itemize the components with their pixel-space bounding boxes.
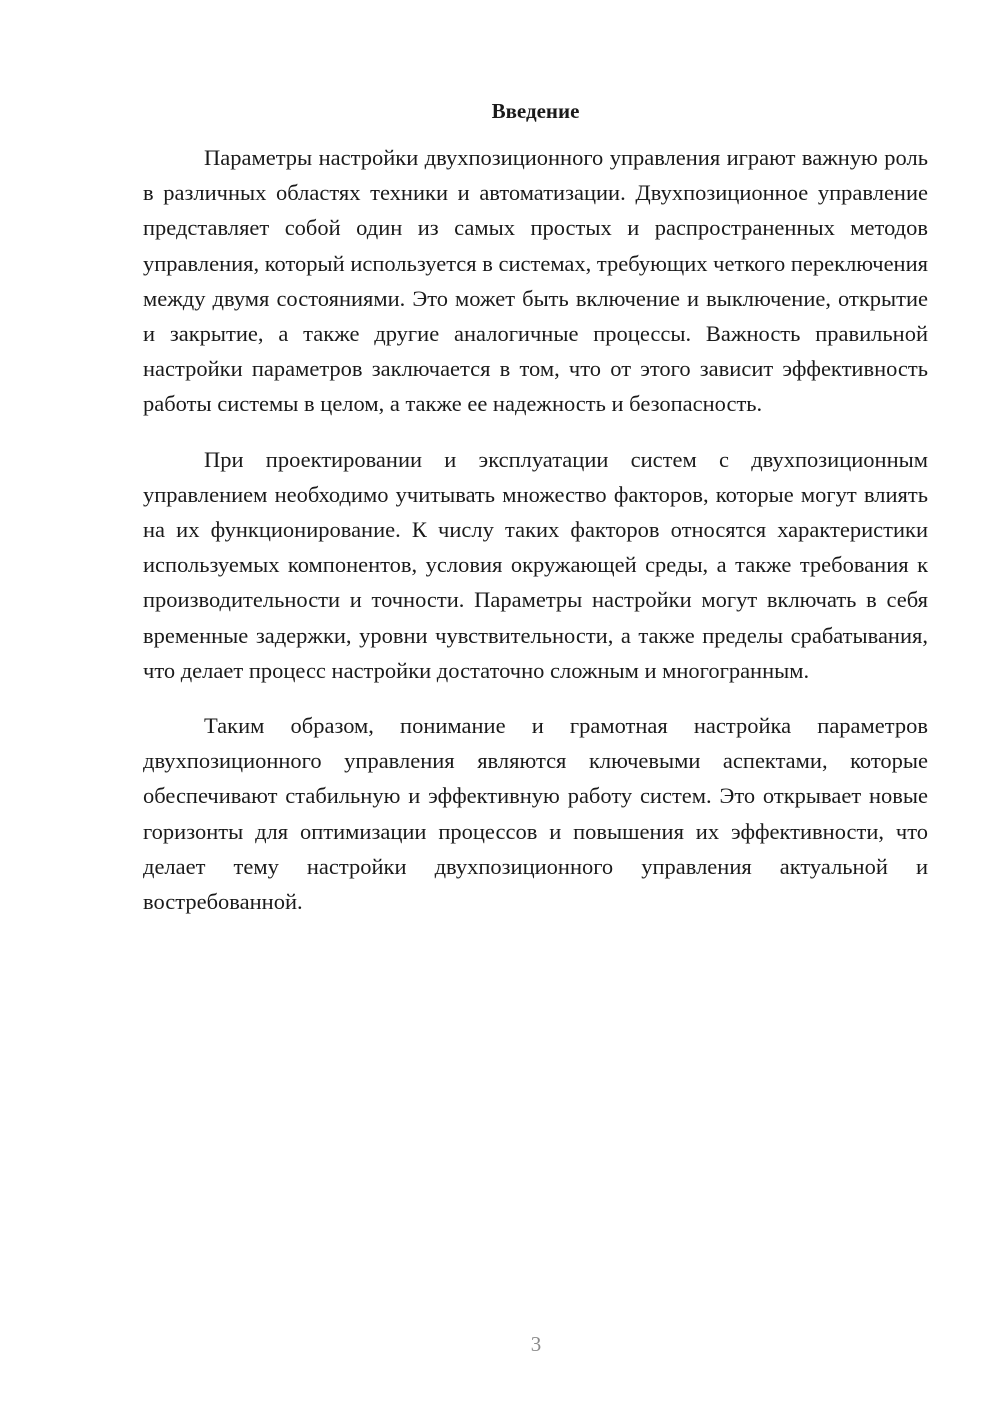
body-text [143, 140, 928, 939]
page-title: Введение [491, 99, 580, 123]
paragraph-2: При проектировании и эксплуатации систем с двухпозиционным управлением необходимо учитывать множество факторов, которые могут влиять на их функционирование. К числу таких факторов относятся характеристики используемых компонентов, условия окружающей среды, а также требования к производительности и точности. Параметры настройки могут включать в себя временные задержки, уровни чувствительности, а также пределы срабатывания, что делает процесс настройки достаточно сложным и многогранным. [143, 446, 928, 683]
paragraph-3: Таким образом, понимание и грамотная настройка параметров двухпозиционного управления являются ключевыми аспектами, которые обеспечивают стабильную и эффективную работу систем. Это открывает новые горизонты для оптимизации процессов и повышения их эффективности, что делает тему настройки двухпозиционного управления актуальной и востребованной. [143, 713, 928, 915]
paragraph-1: Параметры настройки двухпозиционного управления играют важную роль в различных областях техники и автоматизации. Двухпозиционное управление представляет собой один из самых простых и распространенных методов управления, который используется в системах, требующих четкого переключения между двумя состояниями. Это может быть включение и выключение, открытие и закрытие, а также другие аналогичные процессы. Важность правильной настройки параметров заключается в том, что от этого зависит эффективность работы системы в целом, а также ее надежность и безопасность. [143, 145, 928, 417]
page-number: 3 [530, 1332, 542, 1356]
